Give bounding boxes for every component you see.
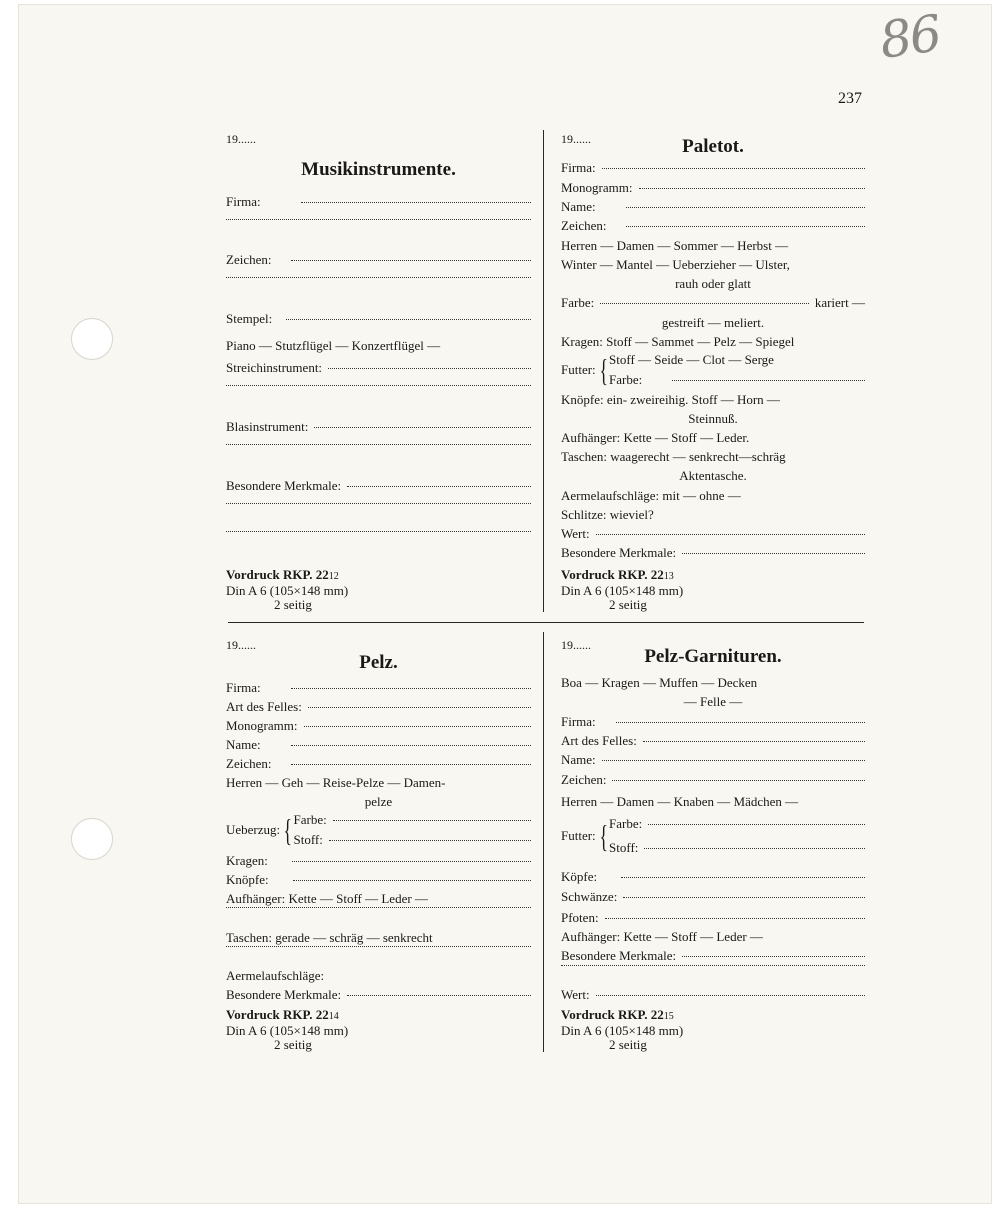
kariert-option: kariert — — [814, 295, 865, 310]
taschen-row: Taschen: gerade — schräg — senkrecht — [226, 930, 433, 945]
zeichen-line — [291, 764, 531, 765]
stempel-label: Stempel: — [226, 311, 273, 326]
horizontal-divider — [228, 622, 864, 623]
monogramm-row — [561, 180, 865, 196]
vordruck-number: 14 — [328, 1011, 339, 1022]
year-field: 19...... — [226, 132, 256, 146]
firma-row — [226, 680, 531, 696]
winter-row: Winter — Mantel — Ueberzieher — Ulster, — [561, 257, 790, 272]
art-label: Art des Felles: — [561, 733, 637, 748]
merkmale-label: Besondere Merkmale: — [561, 948, 677, 963]
zeichen-row — [226, 756, 531, 772]
brace-symbol: { — [283, 812, 293, 848]
futter-stoff-row — [609, 840, 865, 856]
futter-farbe-row — [609, 816, 865, 832]
name-label: Name: — [561, 752, 596, 767]
merkmale-row — [561, 545, 865, 561]
merkmale-label: Besondere Merkmale: — [561, 545, 677, 560]
futter-stoff-label: Stoff: — [609, 840, 639, 855]
art-row — [561, 733, 865, 749]
blas-line — [314, 427, 531, 428]
pelze-row: pelze — [364, 794, 393, 809]
card-musikinstrumente — [226, 126, 531, 616]
name-label: Name: — [226, 737, 261, 752]
knoepfe-line — [293, 880, 531, 881]
din-format: Din A 6 (105×148 mm) — [561, 583, 684, 598]
ueberzug-options — [294, 812, 532, 848]
knoepfe-row: Knöpfe: ein- zweireihig. Stoff — Horn — — [561, 392, 780, 407]
blank-line — [226, 907, 531, 908]
aktentasche-row: Aktentasche. — [679, 468, 747, 483]
firma-line — [301, 202, 531, 203]
knoepfe-row — [226, 872, 531, 888]
name-row — [561, 752, 865, 768]
vertical-divider-bottom — [543, 632, 544, 1052]
herren-row: Herren — Damen — Knaben — Mädchen — — [561, 794, 799, 809]
ueberzug-stoff-line — [329, 840, 531, 841]
blank-line — [226, 385, 531, 386]
gestreift-row: gestreift — meliert. — [661, 315, 765, 330]
pfoten-line — [605, 918, 865, 919]
zeichen-label: Zeichen: — [226, 756, 272, 771]
merkmale-row — [561, 948, 865, 964]
art-line — [643, 741, 865, 742]
rauh-row: rauh oder glatt — [675, 276, 751, 291]
merkmale-line — [682, 956, 865, 957]
name-line — [291, 745, 531, 746]
wert-label: Wert: — [561, 526, 590, 541]
aermel-row: Aermelaufschläge: — [226, 968, 325, 983]
sides-note: 2 seitig — [274, 1037, 312, 1052]
card-title: Musikinstrumente. — [301, 159, 456, 180]
pfoten-row — [561, 910, 865, 926]
firma-label: Firma: — [561, 160, 596, 175]
futter-stoff-line — [644, 848, 865, 849]
herren-row: Herren — Damen — Sommer — Herbst — — [561, 238, 789, 253]
merkmale-row — [226, 478, 531, 494]
schwaenze-label: Schwänze: — [561, 889, 618, 904]
vordruck-label: Vordruck RKP. 22 — [561, 567, 664, 582]
card-pelz-garnituren — [561, 634, 865, 1054]
name-label: Name: — [561, 199, 596, 214]
aufhaenger-row: Aufhänger: Kette — Stoff — Leder — — [226, 891, 428, 906]
blas-row — [226, 419, 531, 435]
merkmale-label: Besondere Merkmale: — [226, 987, 342, 1002]
zeichen-row — [561, 218, 865, 234]
monogramm-row — [226, 718, 531, 734]
merkmale-line — [682, 553, 865, 554]
din-format: Din A 6 (105×148 mm) — [226, 583, 349, 598]
ueberzug-stoff-row — [294, 832, 532, 848]
blank-row — [226, 280, 531, 281]
futter-label: Futter: — [561, 362, 596, 377]
merkmale-line — [347, 995, 531, 996]
name-row — [561, 199, 865, 215]
futter-farbe-label: Farbe: — [609, 816, 643, 831]
firma-line — [291, 688, 531, 689]
blank-row — [226, 949, 531, 950]
wert-line — [596, 534, 865, 535]
koepfe-row — [561, 869, 865, 885]
futter-farbe-label: Farbe: — [609, 372, 643, 387]
schwaenze-line — [623, 897, 865, 898]
monogramm-line — [304, 726, 532, 727]
aufhaenger-row: Aufhänger: Kette — Stoff — Leder. — [561, 430, 750, 445]
form-footer — [561, 568, 683, 612]
year-field: 19...... — [561, 132, 591, 146]
blank-line — [226, 946, 531, 947]
zeichen-line — [291, 260, 531, 261]
page-number: 237 — [838, 90, 862, 107]
vordruck-label: Vordruck RKP. 22 — [226, 567, 329, 582]
blank-line — [226, 503, 531, 504]
name-row — [226, 737, 531, 753]
kragen-row — [226, 853, 531, 869]
zeichen-row — [226, 252, 531, 268]
vordruck-number: 15 — [663, 1011, 674, 1022]
blank-line — [226, 277, 531, 278]
blas-label: Blasinstrument: — [226, 419, 309, 434]
zeichen-line — [626, 226, 865, 227]
firma-row — [226, 194, 531, 210]
aufhaenger-row: Aufhänger: Kette — Stoff — Leder — — [561, 929, 763, 944]
firma-line — [616, 722, 865, 723]
futter-group — [561, 816, 865, 856]
firma-line — [602, 168, 865, 169]
wert-row — [561, 987, 865, 1003]
monogramm-label: Monogramm: — [561, 180, 633, 195]
brace-symbol: { — [599, 352, 608, 388]
din-format: Din A 6 (105×148 mm) — [561, 1023, 684, 1038]
vordruck-label: Vordruck RKP. 22 — [226, 1007, 329, 1022]
blank-line — [226, 531, 531, 532]
wert-label: Wert: — [561, 987, 590, 1002]
zeichen-row — [561, 772, 865, 788]
blank-row — [561, 968, 865, 969]
form-footer — [226, 1008, 348, 1052]
stempel-row — [226, 311, 531, 327]
zeichen-label: Zeichen: — [561, 772, 607, 787]
blank-row — [226, 534, 531, 535]
ueberzug-farbe-row — [294, 812, 532, 828]
firma-label: Firma: — [226, 194, 261, 209]
handwritten-page-number: 86 — [876, 4, 944, 70]
ueberzug-label: Ueberzug: — [226, 822, 281, 837]
art-row — [226, 699, 531, 715]
felle-row: — Felle — — [683, 694, 743, 709]
vordruck-number: 12 — [328, 571, 339, 582]
farbe-row — [561, 295, 865, 311]
art-line — [308, 707, 531, 708]
piano-row: Piano — Stutzflügel — Konzertflügel — — [226, 338, 441, 353]
streich-label: Streichinstrument: — [226, 360, 323, 375]
vordruck-number: 13 — [663, 571, 674, 582]
firma-row — [561, 714, 865, 730]
herren-row: Herren — Geh — Reise-Pelze — Damen- — [226, 775, 446, 790]
futter-label: Futter: — [561, 828, 596, 843]
sides-note: 2 seitig — [274, 597, 312, 612]
blank-row — [226, 447, 531, 448]
futter-farbe-row — [609, 372, 865, 388]
stempel-line — [286, 319, 531, 320]
year-field: 19...... — [561, 638, 591, 652]
futter-farbe-line — [648, 824, 865, 825]
koepfe-line — [621, 877, 865, 878]
ueberzug-group — [226, 812, 531, 848]
zeichen-label: Zeichen: — [226, 252, 272, 267]
streich-line — [328, 368, 531, 369]
blank-row — [226, 222, 531, 223]
futter-options — [609, 352, 865, 388]
monogramm-line — [639, 188, 866, 189]
boa-row: Boa — Kragen — Muffen — Decken — [561, 675, 758, 690]
punch-hole-top — [71, 318, 113, 360]
zeichen-line — [612, 780, 865, 781]
farbe-line — [600, 303, 809, 304]
art-label: Art des Felles: — [226, 699, 302, 714]
taschen-row: Taschen: waagerecht — senkrecht—schräg — [561, 449, 786, 464]
pfoten-label: Pfoten: — [561, 910, 599, 925]
card-title: Pelz. — [359, 652, 398, 673]
firma-label: Firma: — [226, 680, 261, 695]
card-pelz — [226, 634, 531, 1054]
ueberzug-farbe-label: Farbe: — [293, 812, 327, 827]
form-footer — [561, 1008, 683, 1052]
card-paletot — [561, 126, 865, 616]
futter-group — [561, 352, 865, 388]
farbe-label: Farbe: — [561, 295, 595, 310]
sides-note: 2 seitig — [609, 597, 647, 612]
kragen-row: Kragen: Stoff — Sammet — Pelz — Spiegel — [561, 334, 795, 349]
futter-farbe-line — [672, 380, 865, 381]
wert-row — [561, 526, 865, 542]
blank-line — [226, 219, 531, 220]
steinnuss-row: Steinnuß. — [688, 411, 738, 426]
merkmale-row — [226, 987, 531, 1003]
firma-row — [561, 160, 865, 176]
knoepfe-label: Knöpfe: — [226, 872, 269, 887]
schlitze-row: Schlitze: wieviel? — [561, 507, 654, 522]
koepfe-label: Köpfe: — [561, 869, 598, 884]
wert-line — [596, 995, 865, 996]
zeichen-label: Zeichen: — [561, 218, 607, 233]
aermel-row: Aermelaufschläge: mit — ohne — — [561, 488, 741, 503]
blank-row — [226, 388, 531, 389]
blank-row — [226, 506, 531, 507]
blank-row — [226, 910, 531, 911]
sides-note: 2 seitig — [609, 1037, 647, 1052]
blank-line — [561, 965, 865, 966]
brace-symbol: { — [599, 818, 608, 854]
kragen-label: Kragen: — [226, 853, 268, 868]
year-field: 19...... — [226, 638, 256, 652]
vertical-divider-top — [543, 130, 544, 612]
merkmale-line — [347, 486, 531, 487]
futter-stoff-row: Stoff — Seide — Clot — Serge — [609, 352, 774, 367]
card-title: Paletot. — [682, 136, 744, 157]
punch-hole-bottom — [71, 818, 113, 860]
schwaenze-row — [561, 889, 865, 905]
din-format: Din A 6 (105×148 mm) — [226, 1023, 349, 1038]
form-footer — [226, 568, 348, 612]
merkmale-label: Besondere Merkmale: — [226, 478, 342, 493]
name-line — [602, 760, 865, 761]
monogramm-label: Monogramm: — [226, 718, 298, 733]
ueberzug-farbe-line — [333, 820, 531, 821]
ueberzug-stoff-label: Stoff: — [293, 832, 323, 847]
streich-row — [226, 360, 531, 376]
vordruck-label: Vordruck RKP. 22 — [561, 1007, 664, 1022]
card-title: Pelz-Garnituren. — [644, 646, 782, 667]
blank-line — [226, 444, 531, 445]
kragen-line — [292, 861, 531, 862]
futter-options — [609, 816, 865, 856]
name-line — [626, 207, 865, 208]
firma-label: Firma: — [561, 714, 596, 729]
